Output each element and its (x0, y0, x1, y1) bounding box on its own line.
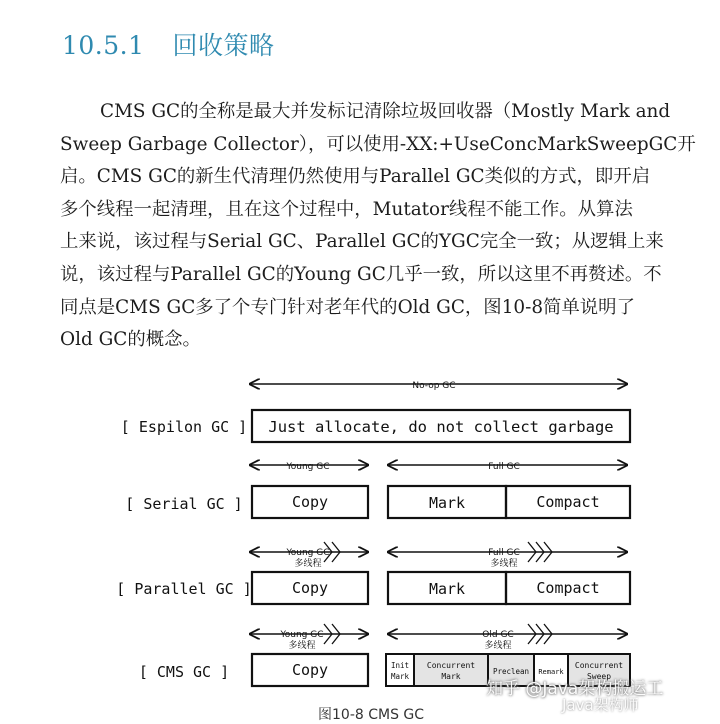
serial-full-label: Full GC (488, 462, 520, 472)
serial-copy-text: Copy (291, 493, 329, 511)
cms-concurrent-mark-text-2: Mark (441, 672, 461, 681)
paragraph-line: CMS GC的全称是最大并发标记清除垃圾回收器（Mostly Mark and (100, 101, 671, 122)
parallel-row-label: [ Parallel GC ] (116, 580, 252, 598)
paragraph-line: 启。CMS GC的新生代清理仍然使用与Parallel GC类似的方式，即开启 (60, 166, 651, 188)
cms-preclean-text: Preclean (492, 667, 530, 676)
noop-label: No-op GC (412, 381, 456, 391)
cms-concurrent-sweep-text-2: Sweep (586, 672, 612, 681)
watermark-zhihu: 知乎 @Java架构搬运工 (486, 679, 664, 699)
body-paragraph (60, 96, 696, 357)
gc-diagram (112, 372, 642, 712)
epsilon-row-label: [ Espilon GC ] (120, 418, 248, 436)
cms-initmark-text-2: Mark (390, 672, 410, 681)
paragraph-line: 同点是CMS GC多了个专门针对老年代的Old GC，图10-8简单说明了 (60, 296, 635, 318)
cms-concurrent-sweep-text-1: Concurrent (574, 661, 624, 670)
figure-caption: 图10-8 CMS GC (318, 707, 425, 723)
serial-young-label: Young GC (286, 462, 330, 472)
parallel-full-label: Full GC (488, 548, 520, 558)
epsilon-box-text: Just allocate, do not collect garbage (268, 418, 614, 436)
cms-young-label: Young GC (280, 630, 324, 640)
cms-old-label: Old GC (482, 630, 514, 640)
cms-row-label: [ CMS GC ] (138, 663, 230, 681)
parallel-compact-text: Compact (536, 579, 600, 597)
gc-diagram-svg (112, 372, 642, 712)
section-number: 10.5.1 (62, 31, 145, 60)
paragraph-line: 多个线程一起清理，且在这个过程中，Mutator线程不能工作。从算法 (60, 198, 633, 220)
parallel-young-sub: 多线程 (294, 559, 322, 569)
cms-concurrent-mark-text-1: Concurrent (426, 661, 476, 670)
cms-concurrent-mark-box (414, 654, 488, 686)
parallel-full-sub: 多线程 (490, 559, 518, 569)
parallel-young-label: Young GC (286, 548, 330, 558)
serial-row-label: [ Serial GC ] (125, 495, 243, 513)
paragraph-line: Old GC的概念。 (60, 329, 201, 351)
paragraph-line: 说，该过程与Parallel GC的Young GC几乎一致，所以这里不再赘述。不 (60, 263, 662, 285)
cms-initmark-text-1: Init (390, 661, 410, 670)
cms-old-sub: 多线程 (484, 641, 512, 651)
cms-initmark-box (386, 654, 414, 686)
serial-compact-text: Compact (536, 493, 600, 511)
parallel-mark-text: Mark (428, 580, 466, 598)
cms-remark-text: Remark (538, 668, 564, 676)
serial-mark-text: Mark (428, 494, 466, 512)
watermark-author: Java架构师 (562, 696, 639, 714)
cms-young-sub: 多线程 (288, 641, 316, 651)
section-heading (62, 26, 275, 62)
paragraph-line: 上来说，该过程与Serial GC、Parallel GC的YGC完全一致；从逻辑上来 (60, 231, 664, 253)
parallel-copy-text: Copy (291, 579, 329, 597)
cms-copy-text: Copy (291, 661, 329, 679)
section-title: 回收策略 (172, 31, 275, 60)
paragraph-line: Sweep Garbage Collector），可以使用-XX:+UseConcMarkSweepGC开 (60, 133, 696, 155)
